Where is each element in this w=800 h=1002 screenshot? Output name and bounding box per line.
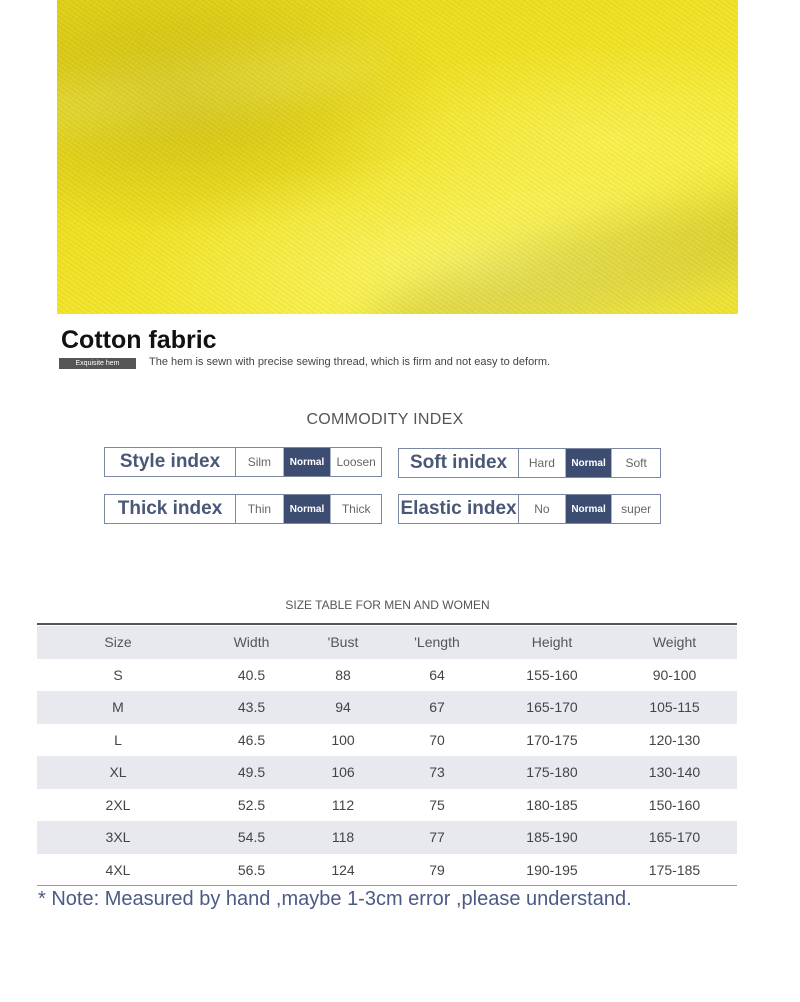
cell-size: M	[37, 691, 199, 724]
hem-description: The hem is sewn with precise sewing thread, which is firm and not easy to deform.	[149, 356, 551, 368]
cell-weight: 150-160	[648, 796, 701, 813]
elastic-index-label: Elastic index	[399, 495, 519, 523]
hem-badge: Exquisite hem	[59, 358, 136, 369]
cell-bust: 100	[331, 731, 355, 748]
cell-width: 49.5	[199, 756, 304, 789]
header-weight: Weight	[612, 626, 737, 659]
cell-size: L	[114, 731, 122, 748]
cell-length: 73	[382, 756, 492, 789]
fabric-weave-texture	[57, 0, 738, 314]
soft-option-soft: Soft	[625, 456, 647, 470]
cell-height: 165-170	[492, 691, 612, 724]
cell-weight: 105-115	[612, 691, 737, 724]
thick-index	[104, 494, 382, 524]
style-option-slim: Silm	[236, 448, 284, 476]
elastic-index	[398, 494, 661, 524]
header-height: Height	[492, 626, 612, 659]
cell-length: 77	[382, 821, 492, 854]
thick-option-normal: Normal	[284, 495, 332, 523]
cell-weight: 165-170	[612, 821, 737, 854]
cell-height: 190-195	[526, 861, 578, 878]
cell-weight: 120-130	[648, 731, 701, 748]
header-width: Width	[199, 626, 304, 659]
cell-size: XL	[37, 756, 199, 789]
table-row	[37, 724, 737, 757]
soft-option-hard: Hard	[519, 449, 566, 477]
thick-index-label: Thick index	[105, 495, 236, 523]
elastic-option-super: super	[621, 502, 652, 516]
soft-option-normal: Normal	[566, 449, 613, 477]
soft-index	[398, 448, 661, 478]
cell-length: 70	[429, 731, 445, 748]
cell-size: 2XL	[105, 796, 131, 813]
cell-weight: 130-140	[612, 756, 737, 789]
size-table	[37, 626, 737, 886]
table-row	[37, 756, 737, 789]
elastic-option-normal: Normal	[566, 495, 613, 523]
cell-weight: 175-185	[648, 861, 701, 878]
table-top-rule	[37, 623, 737, 625]
cell-width: 54.5	[199, 821, 304, 854]
header-length: 'Length	[382, 626, 492, 659]
soft-index-label: Soft inidex	[399, 449, 519, 477]
cell-width: 43.5	[199, 691, 304, 724]
cell-bust: 94	[304, 691, 382, 724]
style-index	[104, 447, 382, 477]
header-size: Size	[37, 626, 199, 659]
cell-width: 52.5	[237, 796, 266, 813]
cell-length: 64	[429, 666, 445, 683]
cell-bust: 118	[304, 821, 382, 854]
cell-width: 56.5	[237, 861, 266, 878]
cell-width: 40.5	[237, 666, 266, 683]
table-bottom-rule	[37, 885, 737, 886]
table-row	[37, 789, 737, 822]
style-option-normal: Normal	[284, 448, 332, 476]
table-row	[37, 854, 737, 887]
thick-option-thick: Thick	[341, 502, 371, 516]
cell-length: 67	[382, 691, 492, 724]
cell-width: 46.5	[237, 731, 266, 748]
fabric-title: Cotton fabric	[61, 326, 217, 354]
cell-bust: 88	[335, 666, 351, 683]
table-header-row	[37, 626, 737, 659]
cell-size: 3XL	[37, 821, 199, 854]
thick-option-thin: Thin	[236, 495, 284, 523]
cell-height: 175-180	[492, 756, 612, 789]
cell-size: S	[113, 666, 123, 683]
style-option-loosen: Loosen	[336, 455, 376, 469]
style-index-label: Style index	[105, 448, 236, 476]
cell-length: 79	[429, 861, 445, 878]
cell-bust: 112	[331, 796, 355, 813]
cell-size: 4XL	[105, 861, 131, 878]
cell-bust: 124	[331, 861, 355, 878]
header-bust: 'Bust	[304, 626, 382, 659]
elastic-option-no: No	[519, 495, 566, 523]
measurement-note: * Note: Measured by hand ,maybe 1-3cm error ,please understand.	[38, 888, 632, 910]
cell-height: 155-160	[526, 666, 578, 683]
fabric-photo	[57, 0, 738, 314]
cell-height: 170-175	[526, 731, 578, 748]
size-table-title: SIZE TABLE FOR MEN AND WOMEN	[285, 598, 490, 612]
table-row	[37, 659, 737, 692]
cell-length: 75	[429, 796, 445, 813]
cell-height: 180-185	[526, 796, 578, 813]
table-row	[37, 821, 737, 854]
commodity-index-title: COMMODITY INDEX	[306, 411, 464, 428]
cell-weight: 90-100	[652, 666, 697, 683]
cell-height: 185-190	[492, 821, 612, 854]
table-row	[37, 691, 737, 724]
cell-bust: 106	[304, 756, 382, 789]
